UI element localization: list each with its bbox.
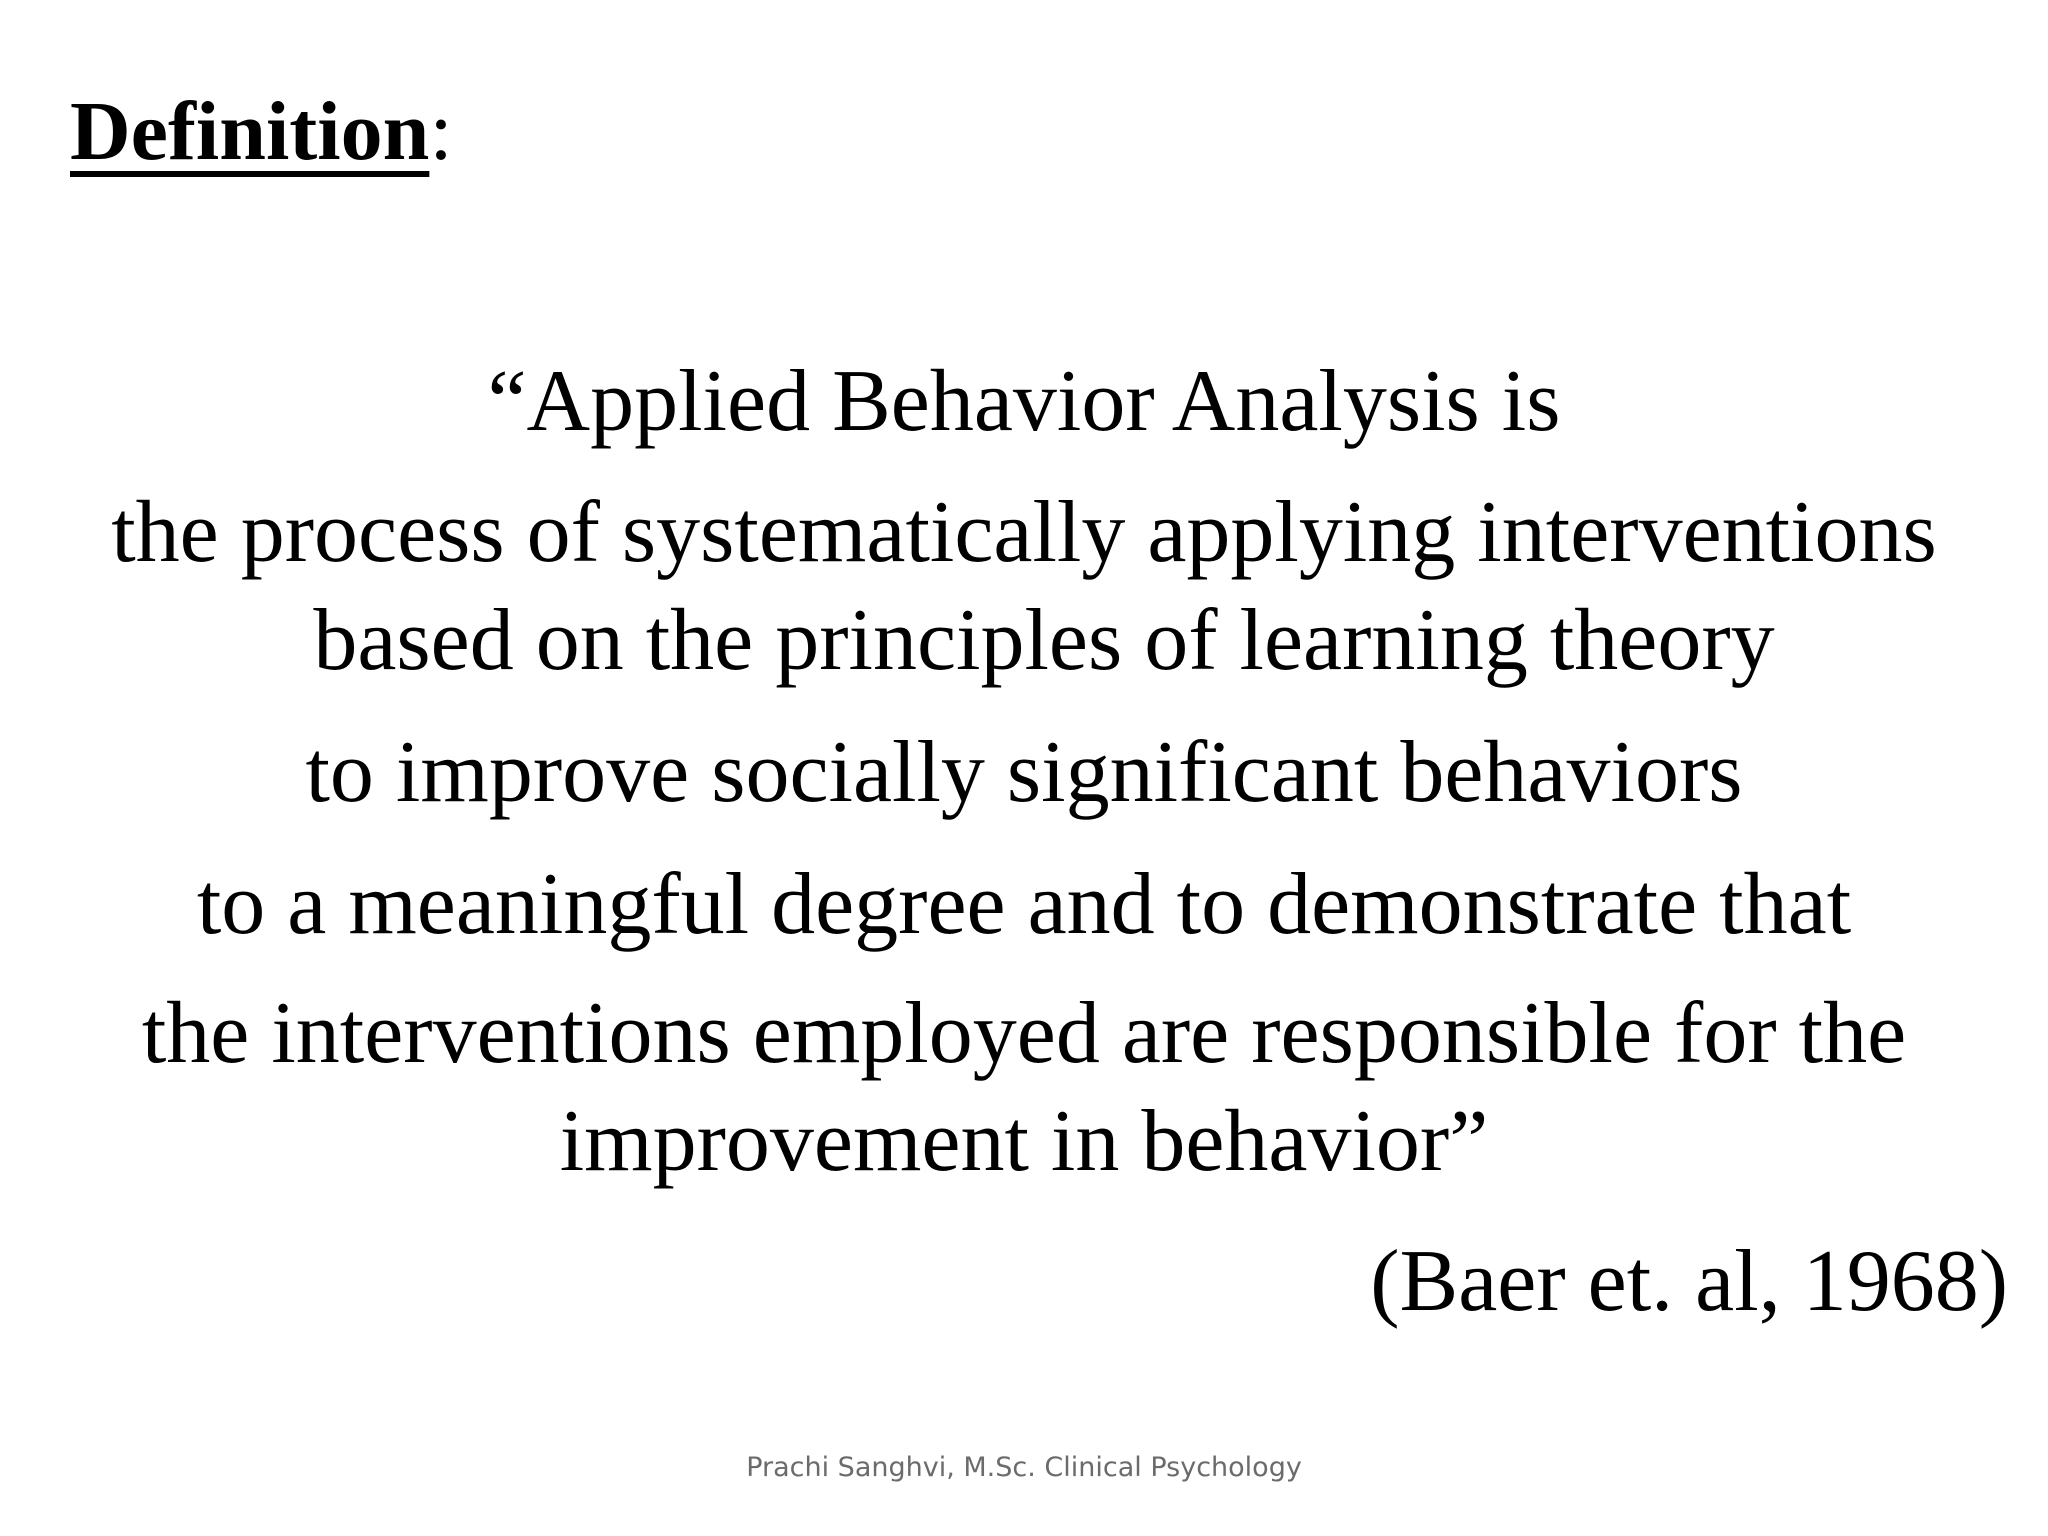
quote-line-1: “Applied Behavior Analysis is [487, 353, 1561, 450]
quote-line-4: to improve socially significant behaviors [305, 724, 1743, 821]
quote-line-5: to a meaningful degree and to demonstrate that [196, 856, 1852, 953]
quote-line-3: based on the principles of learning theory [313, 592, 1775, 689]
heading-word: Definition [70, 85, 430, 178]
quote-line-6: the interventions employed are responsible for the [141, 985, 1907, 1082]
heading-colon: : [429, 85, 453, 178]
slide-heading [70, 82, 453, 182]
quote-line-7: improvement in behavior” [559, 1093, 1489, 1190]
quote-line-2: the process of systematically applying interventions [111, 484, 1937, 581]
citation: (Baer et. al, 1968) [1370, 1233, 2008, 1330]
slide-footer: Prachi Sanghvi, M.Sc. Clinical Psychology [746, 1452, 1302, 1483]
